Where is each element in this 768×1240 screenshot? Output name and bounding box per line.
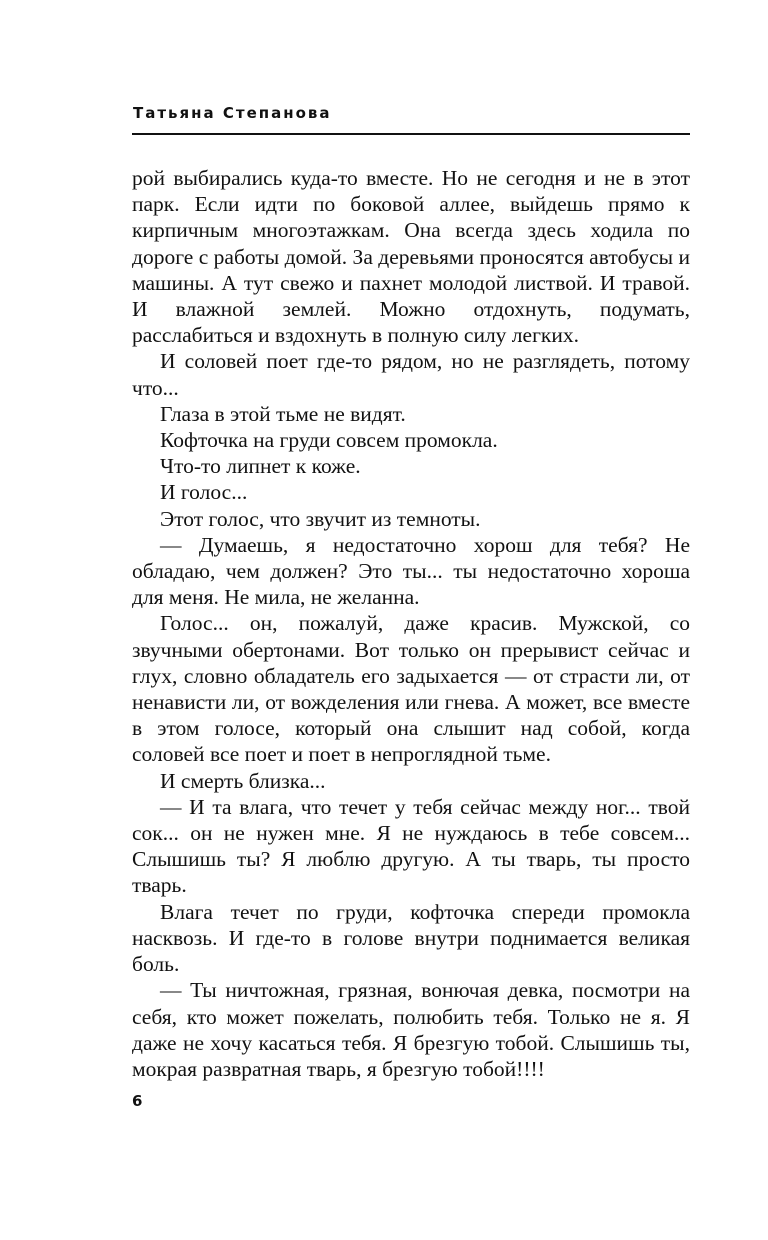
paragraph: Кофточка на груди совсем промокла. [160, 428, 498, 453]
paragraph: И смерть близка... [160, 768, 326, 793]
paragraph: — Думаешь, я недостаточно хорош для тебя? Не обладаю, чем должен? Это ты... ты недостаточно хороша для меня. Не мила, не желанна. [132, 532, 690, 610]
paragraph: И соловей поет где-то рядом, но не разглядеть, потому что... [132, 349, 690, 400]
paragraph: Влага течет по груди, кофточка спереди промокла насквозь. И где-то в голове внутри поднимается великая боль. [132, 899, 690, 977]
page-number: 6 [132, 1092, 143, 1110]
paragraph: рой выбирались куда-то вместе. Но не сегодня и не в этот парк. Если идти по боковой аллее, выйдешь прямо к кирпичным многоэтажкам. Она всегда здесь ходила по дороге с работы домой. За деревьями проносятся автобусы и машины. А тут свежо и пахнет молодой листвой. И травой. И влажной землей. Можно отдохнуть, подумать, расслабиться и вздохнуть в полную силу легких. [132, 166, 690, 348]
paragraph: — И та влага, что течет у тебя сейчас между ног... твой сок... он не нужен мне. Я не нуждаюсь в тебе совсем... Слышишь ты? Я люблю другую. А ты тварь, ты просто тварь. [132, 794, 690, 898]
body-text [132, 165, 690, 1082]
paragraph: Голос... он, пожалуй, даже красив. Мужской, со звучными обертонами. Вот только он прерывист сейчас и глух, словно обладатель его задыхается — от страсти ли, от ненависти ли, от вожделения или гнева. А может, все вместе в этом голосе, который она слышит над собой, когда соловей все поет и поет в непроглядной тьме. [132, 611, 690, 767]
paragraph: — Ты ничтожная, грязная, вонючая девка, посмотри на себя, кто может пожелать, полюбить тебя. Только не я. Я даже не хочу касаться тебя. Я брезгую тобой. Слышишь ты, мокрая развратная тварь, я брезгую тобой!!!! [132, 978, 690, 1081]
header-rule [132, 133, 690, 135]
running-head: Татьяна Степанова [133, 104, 332, 122]
paragraph: Глаза в этой тьме не видят. [160, 401, 406, 426]
paragraph: Этот голос, что звучит из темноты. [160, 506, 481, 531]
paragraph: Что-то липнет к коже. [160, 454, 361, 479]
paragraph: И голос... [160, 480, 248, 505]
